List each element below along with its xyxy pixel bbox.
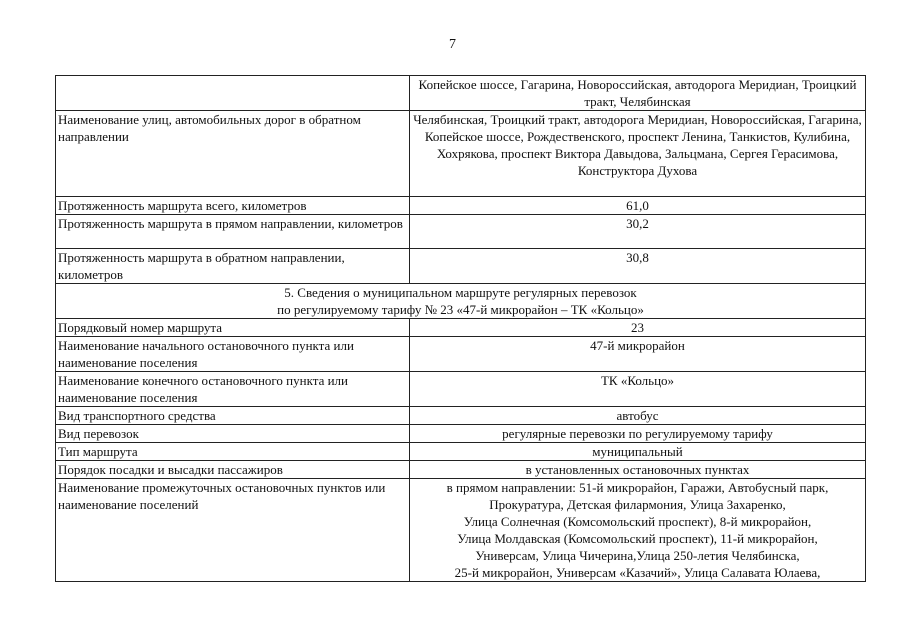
value-route-number: 23 — [410, 319, 866, 337]
cell-label-empty — [56, 76, 410, 111]
table-row — [56, 215, 866, 249]
route-info-table — [55, 75, 866, 582]
value-length-reverse: 30,8 — [410, 249, 866, 284]
value-vehicle-type: автобус — [410, 407, 866, 425]
intermediate-stops-line: Улица Молдавская (Комсомольский проспект), 11-й микрорайон, — [457, 531, 818, 546]
value-streets-reverse: Челябинская, Троицкий тракт, автодорога Меридиан, Новороссийская, Гагарина, Копейское шоссе, Рождественского, проспект Ленина, Танкистов, Кулибина, Хохрякова, проспект Виктора Давыдова, Зальцмана, Сергея Герасимова, Конструктора Духова — [410, 111, 866, 197]
label-route-type: Тип маршрута — [56, 443, 410, 461]
table-row — [56, 197, 866, 215]
value-start-stop: 47-й микрорайон — [410, 337, 866, 372]
intermediate-stops-line: Универсам, Улица Чичерина,Улица 250-летия Челябинска, — [475, 548, 800, 563]
table-row — [56, 319, 866, 337]
value-boarding-order: в установленных остановочных пунктах — [410, 461, 866, 479]
label-boarding-order: Порядок посадки и высадки пассажиров — [56, 461, 410, 479]
label-transport-kind: Вид перевозок — [56, 425, 410, 443]
table-row — [56, 111, 866, 197]
value-transport-kind: регулярные перевозки по регулируемому тарифу — [410, 425, 866, 443]
label-end-stop: Наименование конечного остановочного пункта или наименование поселения — [56, 372, 410, 407]
label-length-reverse: Протяженность маршрута в обратном направлении, километров — [56, 249, 410, 284]
page-number: 7 — [449, 37, 456, 52]
section-5-heading — [56, 284, 866, 319]
label-length-total: Протяженность маршрута всего, километров — [56, 197, 410, 215]
intermediate-stops-line: в прямом направлении: 51-й микрорайон, Гаражи, Автобусный парк, — [446, 480, 829, 495]
intermediate-stops-line: 25-й микрорайон, Универсам «Казачий», Улица Салавата Юлаева, — [454, 565, 821, 580]
intermediate-stops-line: Улица Солнечная (Комсомольский проспект), 8-й микрорайон, — [463, 514, 812, 529]
table-row — [56, 407, 866, 425]
label-start-stop: Наименование начального остановочного пункта или наименование поселения — [56, 337, 410, 372]
table-row — [56, 461, 866, 479]
label-vehicle-type: Вид транспортного средства — [56, 407, 410, 425]
table-row — [56, 249, 866, 284]
section-5-line-2: по регулируемому тарифу № 23 «47-й микрорайон – ТК «Кольцо» — [277, 302, 644, 317]
table-row — [56, 443, 866, 461]
value-length-total: 61,0 — [410, 197, 866, 215]
label-intermediate-stops: Наименование промежуточных остановочных пунктов или наименование поселений — [56, 479, 410, 582]
table-row — [56, 337, 866, 372]
value-length-forward: 30,2 — [410, 215, 866, 249]
table-row — [56, 76, 866, 111]
section-heading-row — [56, 284, 866, 319]
intermediate-stops-line: Прокуратура, Детская филармония, Улица Захаренко, — [489, 497, 786, 512]
value-end-stop: ТК «Кольцо» — [410, 372, 866, 407]
table-row — [56, 372, 866, 407]
section-5-line-1: 5. Сведения о муниципальном маршруте регулярных перевозок — [284, 285, 637, 300]
value-route-type: муниципальный — [410, 443, 866, 461]
table-row — [56, 479, 866, 582]
label-streets-reverse: Наименование улиц, автомобильных дорог в обратном направлении — [56, 111, 410, 197]
label-length-forward: Протяженность маршрута в прямом направлении, километров — [56, 215, 410, 249]
value-intermediate-stops — [410, 479, 866, 582]
label-route-number: Порядковый номер маршрута — [56, 319, 410, 337]
cell-streets-forward-continued: Копейское шоссе, Гагарина, Новороссийская, автодорога Меридиан, Троицкий тракт, Челябинская — [410, 76, 866, 111]
table-row — [56, 425, 866, 443]
